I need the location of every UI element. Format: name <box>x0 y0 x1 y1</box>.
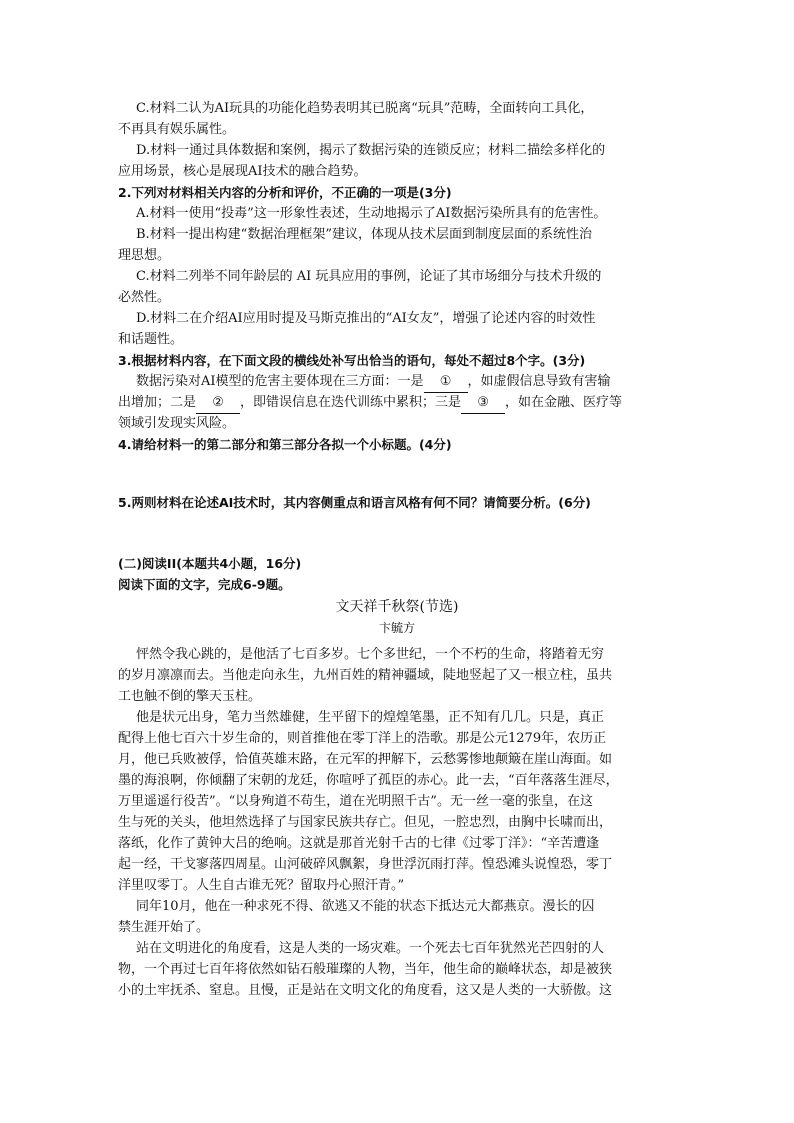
essay-line: 万里遥遥行役苦”。“以身殉道不苟生，道在光明照千古”。无一丝一毫的张皇，在这 <box>118 794 593 809</box>
question-line: 不再具有娱乐属性。 <box>118 122 236 137</box>
fill-blank-line-3: 领域引发现实风险。 <box>118 416 236 431</box>
essay-line: 墨的海浪啊，你倾翻了宋朝的龙廷，你喧呼了孤臣的赤心。此一去，“百年落落生涯尽， <box>118 773 619 788</box>
question-line: B.材料一提出构建“数据治理框架”建议，体现从技术层面到制度层面的系统性治 <box>136 227 592 242</box>
essay-title: 文天祥千秋祭(节选) <box>335 599 459 615</box>
essay-line: 工也触不倒的擎天玉柱。 <box>118 689 262 704</box>
section-2-title: (二)阅读II(本题共4小题，16分) <box>118 556 302 571</box>
question-line: C.材料二认为AI玩具的功能化趋势表明其已脱离“玩具”范畴，全面转向工具化， <box>136 101 594 116</box>
question-line: A.材料一使用“投毒”这一形象性表述，生动地揭示了AI数据污染所具有的危害性。 <box>136 206 607 221</box>
essay-author: 卞毓方 <box>378 621 415 635</box>
question-line: 和话题性。 <box>118 332 184 347</box>
question-line: D.材料二在介绍AI应用时提及马斯克推出的“AI女友”，增强了论述内容的时效性 <box>136 311 596 326</box>
question-line: 理思想。 <box>118 248 171 263</box>
essay-line: 起一经，干戈寥落四周星。山河破碎风飘絮，身世浮沉雨打萍。惶恐滩头说惶恐，零丁 <box>118 857 613 872</box>
question-line: 必然性。 <box>118 290 171 305</box>
fill-blank-line-2 <box>118 392 622 414</box>
essay-line: 同年10月，他在一种求死不得、欲逃又不能的状态下抵达元大都燕京。漫长的囚 <box>136 899 595 914</box>
question-line: C.材料二列举不同年龄层的 AI 玩具应用的事例，论证了其市场细分与技术升级的 <box>136 269 602 284</box>
essay-line: 月，他已兵败被俘，恰值英雄末路，在元军的押解下，云愁雾惨地颠簸在崖山海面。如 <box>118 752 613 767</box>
essay-line: 物，一个再过七百年将依然如钻石般璀璨的人物，当年，他生命的巅峰状态，却是被狭 <box>118 962 613 977</box>
fill-blank-text: 数据污染对AI模型的危害主要体现在三方面：一是 <box>136 374 424 389</box>
essay-line: 洋里叹零丁。人生自古谁无死？留取丹心照汗青。” <box>118 878 405 893</box>
essay-line: 怦然令我心跳的，是他活了七百多岁。七个多世纪，一个不朽的生命，将踏着无穷 <box>136 647 605 662</box>
question-5: 5.两则材料在论述AI技术时，其内容侧重点和语言风格有何不同？请简要分析。(6分) <box>118 495 591 510</box>
essay-line: 生与死的关头，他坦然选择了与国家民族共存亡。但见，一腔忠烈，由胸中长啸而出， <box>118 815 613 830</box>
fill-blank-text: ，如虚假信息导致有害输 <box>467 374 611 389</box>
essay-line: 的岁月凛凛而去。当他走向永生，九州百姓的精神疆域，陡地竖起了又一根立柱，虽共 <box>118 668 613 683</box>
essay-line: 站在文明进化的角度看，这是人类的一场灾难。一个死去七百年犹然光芒四射的人 <box>136 941 605 956</box>
question-line: 2.下列对材料相关内容的分析和评价，不正确的一项是(3分) <box>118 185 452 200</box>
essay-line: 配得上他七百六十岁生命的，则首推他在零丁洋上的浩歌。那是公元1279年，农历正 <box>118 731 607 746</box>
blank-2: ② <box>196 392 240 414</box>
question-4: 4.请给材料一的第二部分和第三部分各拟一个小标题。(4分) <box>118 437 452 452</box>
essay-line: 禁生涯开始了。 <box>118 920 210 935</box>
fill-blank-text: 出增加；二是 <box>118 395 197 410</box>
fill-blank-text: ，如在金融、医疗等 <box>505 395 623 410</box>
essay-line: 小的土牢抚杀、窒息。且慢，正是站在文明文化的角度看，这又是人类的一大骄傲。这 <box>118 983 613 998</box>
essay-line: 落纸，化作了黄钟大吕的绝响。这就是那首光射千古的七律《过零丁洋》：“辛苦遭逢 <box>118 836 600 851</box>
question-line: 应用场景，核心是展现AI技术的融合趋势。 <box>118 164 367 179</box>
fill-blank-line-1 <box>136 371 611 393</box>
blank-1: ① <box>424 371 468 393</box>
question-line: D.材料一通过具体数据和案例，揭示了数据污染的连锁反应；材料二描绘多样化的 <box>136 143 606 158</box>
blank-3: ③ <box>461 392 505 414</box>
fill-blank-text: ，即错误信息在迭代训练中累积；三是 <box>240 395 462 410</box>
section-2-instruction: 阅读下面的文字，完成6-9题。 <box>118 577 291 592</box>
essay-line: 他是状元出身，笔力当然雄健，生平留下的煌煌笔墨，正不知有几几。只是，真正 <box>136 710 605 725</box>
question-line: 3.根据材料内容，在下面文段的横线处补写出恰当的语句，每处不超过8个字。(3分) <box>118 353 586 368</box>
